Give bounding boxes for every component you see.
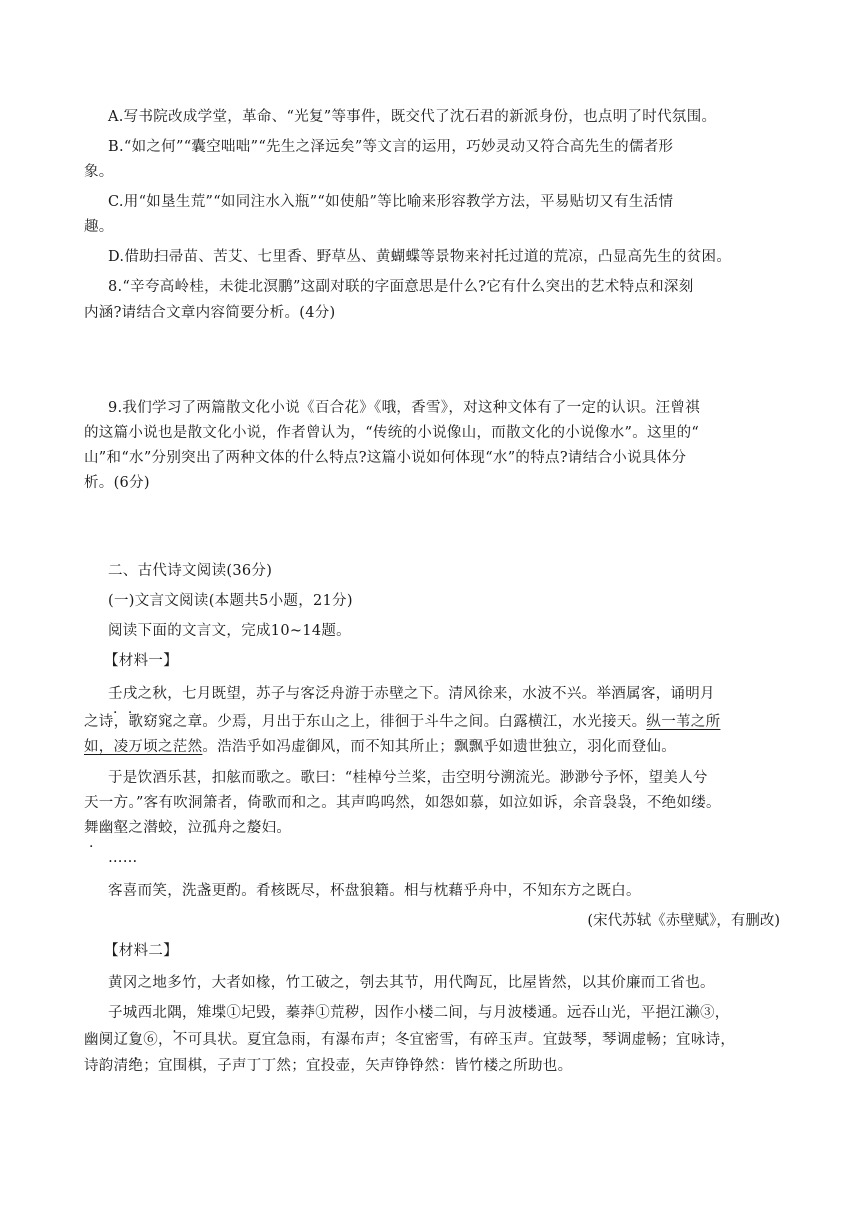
material-2-para2-line1: 子城西北隅，雉堞①圮毁，蓁莽①荒秽，因作小楼二间，与月波楼通。远吞山光，平挹江濑③， — [108, 1005, 730, 1021]
emphasis-char: 舞 — [84, 820, 99, 836]
material-1-para2-line3: 舞幽壑之潜蛟，泣孤舟之嫠妇。 — [84, 820, 292, 836]
question-9-line1: 9.我们学习了两篇散文化小说《百合花》《哦，香雪》，对这种文体有了一定的认识。汪曾祺 — [108, 400, 700, 416]
question-9-line4: 析。(6分) — [84, 475, 150, 491]
underlined-phrase: 如，凌万顷之茫然 — [84, 739, 203, 755]
question-9-line3: 山”和“水”分别突出了两种文体的什么特点?这篇小说如何体现“水”的特点?请结合小说具体分 — [84, 450, 687, 466]
emphasis-char: 夐 — [128, 1032, 144, 1048]
option-a: A.写书院改成学堂，革命、“光复”等事件，既交代了沈石君的新派身份，也点明了时代氛围。 — [108, 109, 717, 125]
underlined-phrase: 纵一苇之所 — [646, 714, 721, 730]
subsection-heading: (一)文言文阅读(本题共5小题，21分) — [108, 593, 353, 609]
material-1-para2-line1: 于是饮酒乐甚，扣舷而歌之。歌曰：“桂棹兮兰桨，击空明兮溯流光。渺渺兮予怀，望美人兮 — [108, 770, 708, 786]
section-heading: 二、古代诗文阅读(36分) — [108, 563, 273, 579]
material-1-para1-line1: 壬戌之秋，七月既望，苏子与客泛舟游于赤壁之下。清风徐来，水波不兴。举酒属客，诵明月 — [108, 686, 715, 702]
material-1-label: 【材料一】 — [104, 653, 178, 669]
option-c-line2: 趣。 — [84, 219, 114, 235]
emphasis-char: 隅 — [167, 1005, 183, 1021]
ellipsis: …… — [108, 850, 138, 866]
question-8-line1: 8.“辛夸高岭桂，未徙北溟鹏”这副对联的字面意思是什么?它有什么突出的艺术特点和深刻 — [108, 279, 694, 295]
material-1-para1-line2: 之诗，歌窈窕之章。少焉，月出于东山之上，徘徊于斗牛之间。白露横江，水光接天。纵一苇之所 — [84, 714, 721, 730]
material-2-para2-line3: 诗韵清绝；宜围棋，子声丁丁然；宜投壶，矢声铮铮然：皆竹楼之所助也。 — [84, 1058, 573, 1074]
question-8-line2: 内涵?请结合文章内容简要分析。(4分) — [84, 305, 336, 321]
material-1-para1-line3: 如，凌万顷之茫然。浩浩乎如冯虚御风，而不知其所止；飘飘乎如遗世独立，羽化而登仙。 — [84, 739, 677, 755]
material-2-para2-line2: 幽阒辽夐⑥，不可具状。夏宜急雨，有瀑布声；冬宜密雪，有碎玉声。宜鼓琴，琴调虚畅；宜咏诗， — [84, 1032, 736, 1048]
material-1-para3: 客喜而笑，洗盏更酌。肴核既尽，杯盘狼籍。相与枕藉乎舟中，不知东方之既白。 — [108, 883, 641, 899]
source-citation: (宋代苏轼《赤壁赋》，有删改) — [587, 913, 780, 929]
material-2-label: 【材料二】 — [104, 943, 178, 959]
material-1-para2-line2: 天一方。”客有吹洞箫者，倚歌而和之。其声呜呜然，如怨如慕，如泣如诉，余音袅袅，不绝如缕。 — [84, 795, 721, 811]
option-b-line2: 象。 — [84, 164, 114, 180]
material-2-para1: 黄冈之地多竹，大者如椽，竹工破之，刳去其节，用代陶瓦，比屋皆然，以其价廉而工省也。 — [108, 975, 715, 991]
emphasis-char: 壬 — [108, 686, 123, 702]
emphasis-char: 戌 — [122, 686, 138, 702]
option-d: D.借助扫帚苗、苦艾、七里香、野草丛、黄蝴蝶等景物来衬托过道的荒凉，凸显高先生的贫困。 — [108, 249, 732, 265]
question-9-line2: 的这篇小说也是散文化小说，作者曾认为，“传统的小说像山，而散文化的小说像水”。这里的“ — [84, 425, 700, 441]
option-b-line1: B.“如之何”“囊空咄咄”“先生之泽远矣”等文言的运用，巧妙灵动又符合高先生的儒者形 — [108, 139, 674, 155]
reading-instruction: 阅读下面的文言文，完成10~14题。 — [108, 623, 351, 639]
option-c-line1: C.用“如垦生荒”“如同注水入瓶”“如使船”等比喻来形容教学方法，平易贴切又有生活情 — [108, 194, 674, 210]
